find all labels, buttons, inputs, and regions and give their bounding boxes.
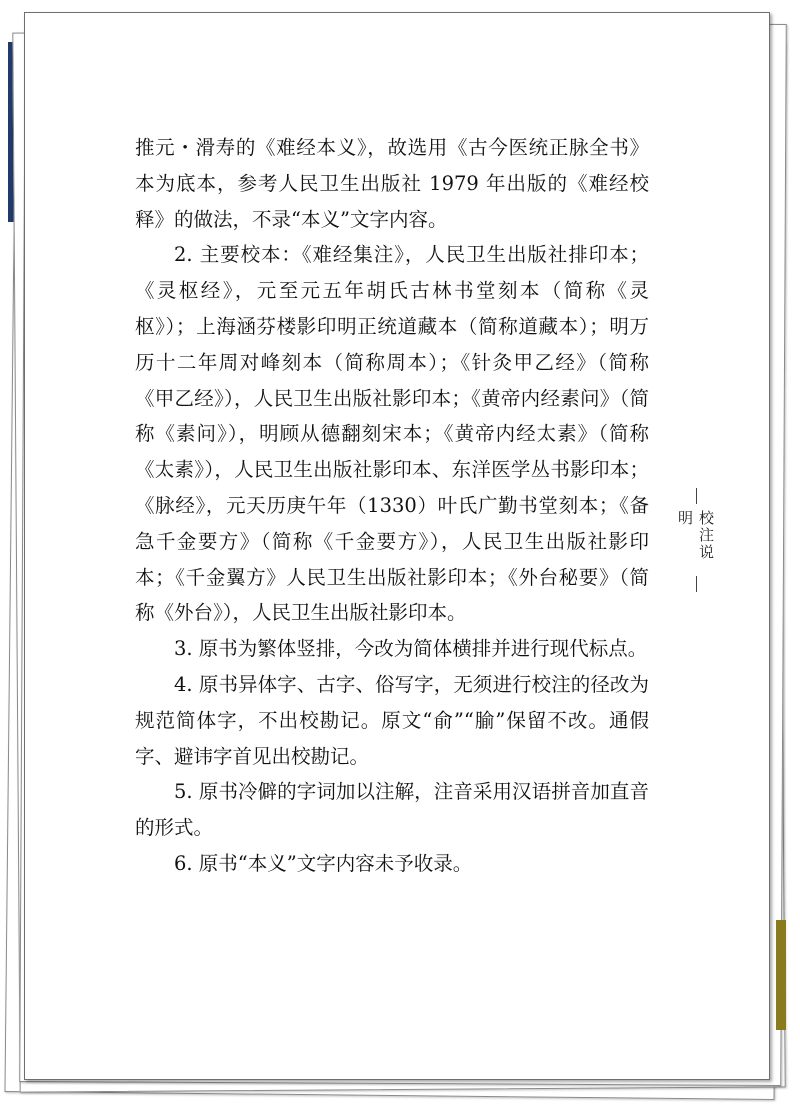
paragraph-item-4: 4. 原书异体字、古字、俗写字，无须进行校注的径改为规范简体字，不出校勘记。原文“俞”“腧”保留不改。通假字、避讳字首见出校勘记。 [135, 672, 649, 768]
paragraph-item-3: 3. 原书为繁体竖排，今改为简体横排并进行现代标点。 [174, 637, 648, 661]
document-page [24, 12, 770, 1080]
side-label-text: 校注说明 [676, 509, 715, 561]
paragraph-continuation: 推元・滑寿的《难经本义》，故选用《古今医统正脉全书》本为底本，参考人民卫生出版社 1979 年出版的《难经校释》的做法，不录“本义”文字内容。 [135, 136, 649, 231]
page-stack-edge-olive [776, 920, 786, 1030]
paragraph-item-5: 5. 原书冷僻的字词加以注解，注音采用汉语拼音加直音的形式。 [135, 780, 649, 840]
section-side-label [678, 488, 714, 592]
paragraph-item-6: 6. 原书“本义”文字内容未予收录。 [174, 851, 473, 875]
body-text [135, 130, 649, 882]
side-rule-bottom [696, 576, 697, 592]
paragraph-item-2: 2. 主要校本：《难经集注》，人民卫生出版社排印本；《灵枢经》，元至元五年胡氏古林书堂刻本（简称《灵枢》）；上海涵芬楼影印明正统道藏本（简称道藏本）；明万历十二年周对峰刻本（简称周本）；《针灸甲乙经》（简称《甲乙经》），人民卫生出版社影印本；《黄帝内经素问》（简称《素问》），明顾从德翻刻宋本；《黄帝内经太素》（简称《太素》），人民卫生出版社影印本、东洋医学丛书影印本；《脉经》，元天历庚午年（1330）叶氏广勤书堂刻本；《备急千金要方》（简称《千金要方》），人民卫生出版社影印本；《千金翼方》人民卫生出版社影印本；《外台秘要》（简称《外台》），人民卫生出版社影印本。 [135, 243, 649, 625]
side-rule-top [696, 488, 697, 504]
